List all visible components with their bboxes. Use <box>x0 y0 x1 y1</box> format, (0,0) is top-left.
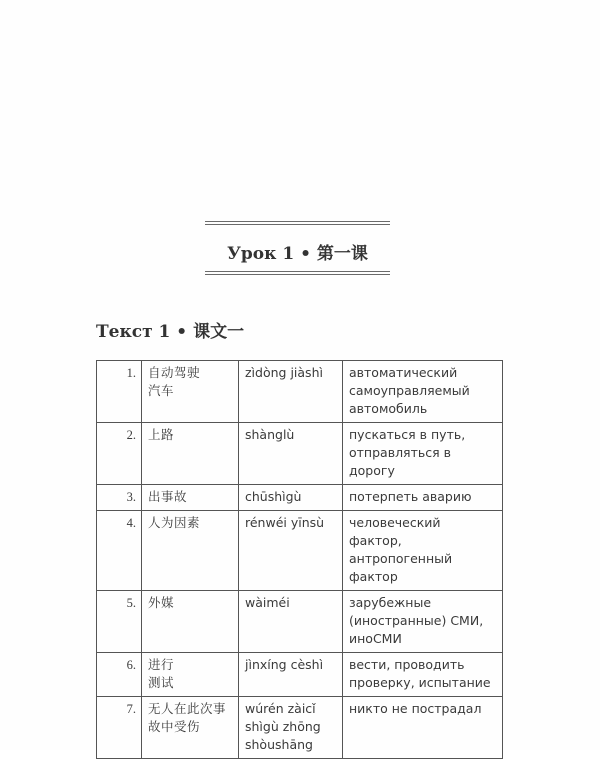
lesson-title: Урок 1 • 第一课 <box>227 244 368 264</box>
entry-number: 3. <box>97 485 142 511</box>
russian-translation: пускаться в путь, отправляться в дорогу <box>343 423 503 485</box>
pinyin: wàiméi <box>239 591 343 653</box>
vocabulary-table <box>96 360 503 759</box>
text-heading: Текст 1 • 课文一 <box>96 322 245 342</box>
table-row <box>97 485 503 511</box>
table-row <box>97 653 503 697</box>
table-row <box>97 511 503 591</box>
pinyin: rénwéi yīnsù <box>239 511 343 591</box>
table-row <box>97 361 503 423</box>
entry-number: 5. <box>97 591 142 653</box>
russian-translation: автоматический самоуправляемый автомобиль <box>343 361 503 423</box>
russian-translation: человеческий фактор, антропогенный фактор <box>343 511 503 591</box>
russian-translation: никто не пострадал <box>343 697 503 759</box>
lesson-bottom-rule <box>205 271 390 275</box>
pinyin: jìnxíng cèshì <box>239 653 343 697</box>
table-row <box>97 423 503 485</box>
entry-number: 1. <box>97 361 142 423</box>
russian-translation: потерпеть аварию <box>343 485 503 511</box>
chinese-word: 人为因素 <box>142 511 239 591</box>
table-row <box>97 591 503 653</box>
pinyin: shànglù <box>239 423 343 485</box>
chinese-word: 上路 <box>142 423 239 485</box>
chinese-word: 无人在此次事 故中受伤 <box>142 697 239 759</box>
lesson-top-rule <box>205 221 390 225</box>
entry-number: 4. <box>97 511 142 591</box>
pinyin: chūshìgù <box>239 485 343 511</box>
chinese-word: 自动驾驶 汽车 <box>142 361 239 423</box>
lesson-header <box>205 221 390 277</box>
chinese-word: 外媒 <box>142 591 239 653</box>
chinese-word: 出事故 <box>142 485 239 511</box>
russian-translation: вести, проводить проверку, испытание <box>343 653 503 697</box>
entry-number: 7. <box>97 697 142 759</box>
entry-number: 2. <box>97 423 142 485</box>
table-row <box>97 697 503 759</box>
pinyin: wúrén zàicǐ shìgù zhōng shòushāng <box>239 697 343 759</box>
entry-number: 6. <box>97 653 142 697</box>
chinese-word: 进行 测试 <box>142 653 239 697</box>
pinyin: zìdòng jiàshì <box>239 361 343 423</box>
russian-translation: зарубежные (иностранные) СМИ, иноСМИ <box>343 591 503 653</box>
